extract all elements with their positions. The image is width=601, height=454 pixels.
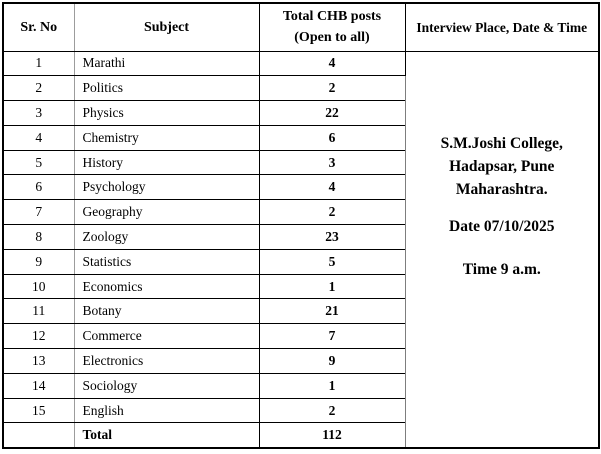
interview-college-address <box>406 132 599 201</box>
subject-cell: Psychology <box>74 175 259 200</box>
posts-cell: 4 <box>259 175 405 200</box>
posts-cell: 1 <box>259 274 405 299</box>
subject-cell: Zoology <box>74 225 259 250</box>
interview-details <box>406 52 599 281</box>
subject-cell: English <box>74 398 259 423</box>
college-line: S.M.Joshi College, <box>440 134 563 152</box>
posts-cell: 23 <box>259 225 405 250</box>
posts-cell: 5 <box>259 249 405 274</box>
interview-date: Date 07/10/2025 <box>449 217 555 235</box>
subject-cell: Politics <box>74 76 259 101</box>
posts-cell: 2 <box>259 76 405 101</box>
sr-no-cell: 6 <box>3 175 74 200</box>
chb-posts-table <box>2 2 600 449</box>
header-total-posts-line1: Total CHB posts <box>282 9 382 25</box>
total-value: 112 <box>259 423 405 448</box>
sr-no-cell: 12 <box>3 324 74 349</box>
header-total-posts <box>259 3 405 51</box>
posts-cell: 21 <box>259 299 405 324</box>
posts-cell: 2 <box>259 200 405 225</box>
posts-cell: 2 <box>259 398 405 423</box>
college-line: Hadapsar, Pune <box>449 157 555 175</box>
subject-cell: Botany <box>74 299 259 324</box>
total-label: Total <box>74 423 259 448</box>
college-line: Maharashtra. <box>455 180 548 198</box>
header-total-posts-line2: (Open to all) <box>294 30 370 46</box>
sr-no-cell: 14 <box>3 373 74 398</box>
posts-cell: 9 <box>259 349 405 374</box>
subject-cell: Sociology <box>74 373 259 398</box>
sr-no-cell: 3 <box>3 101 74 126</box>
sr-no-cell: 8 <box>3 225 74 250</box>
subject-cell: Commerce <box>74 324 259 349</box>
posts-cell: 7 <box>259 324 405 349</box>
subject-cell: Geography <box>74 200 259 225</box>
subject-cell: Electronics <box>74 349 259 374</box>
sr-no-cell: 1 <box>3 51 74 76</box>
table-row <box>3 51 599 76</box>
header-subject: Subject <box>74 3 259 51</box>
interview-details-cell <box>405 51 599 448</box>
subject-cell: Economics <box>74 274 259 299</box>
posts-cell: 22 <box>259 101 405 126</box>
subject-cell: History <box>74 150 259 175</box>
sr-no-cell: 5 <box>3 150 74 175</box>
subject-cell: Marathi <box>74 51 259 76</box>
posts-cell: 1 <box>259 373 405 398</box>
sr-no-cell: 7 <box>3 200 74 225</box>
posts-cell: 4 <box>259 51 405 76</box>
sr-no-cell: 13 <box>3 349 74 374</box>
sr-no-cell: 9 <box>3 249 74 274</box>
subject-cell: Statistics <box>74 249 259 274</box>
sr-no-cell: 10 <box>3 274 74 299</box>
sr-no-cell: 4 <box>3 125 74 150</box>
posts-cell: 6 <box>259 125 405 150</box>
header-sr-no: Sr. No <box>3 3 74 51</box>
subject-cell: Physics <box>74 101 259 126</box>
header-row <box>3 3 599 51</box>
sr-no-cell-empty <box>3 423 74 448</box>
sr-no-cell: 2 <box>3 76 74 101</box>
posts-cell: 3 <box>259 150 405 175</box>
sr-no-cell: 15 <box>3 398 74 423</box>
sr-no-cell: 11 <box>3 299 74 324</box>
header-interview-place: Interview Place, Date & Time <box>405 3 599 51</box>
interview-time: Time 9 a.m. <box>462 260 541 278</box>
subject-cell: Chemistry <box>74 125 259 150</box>
